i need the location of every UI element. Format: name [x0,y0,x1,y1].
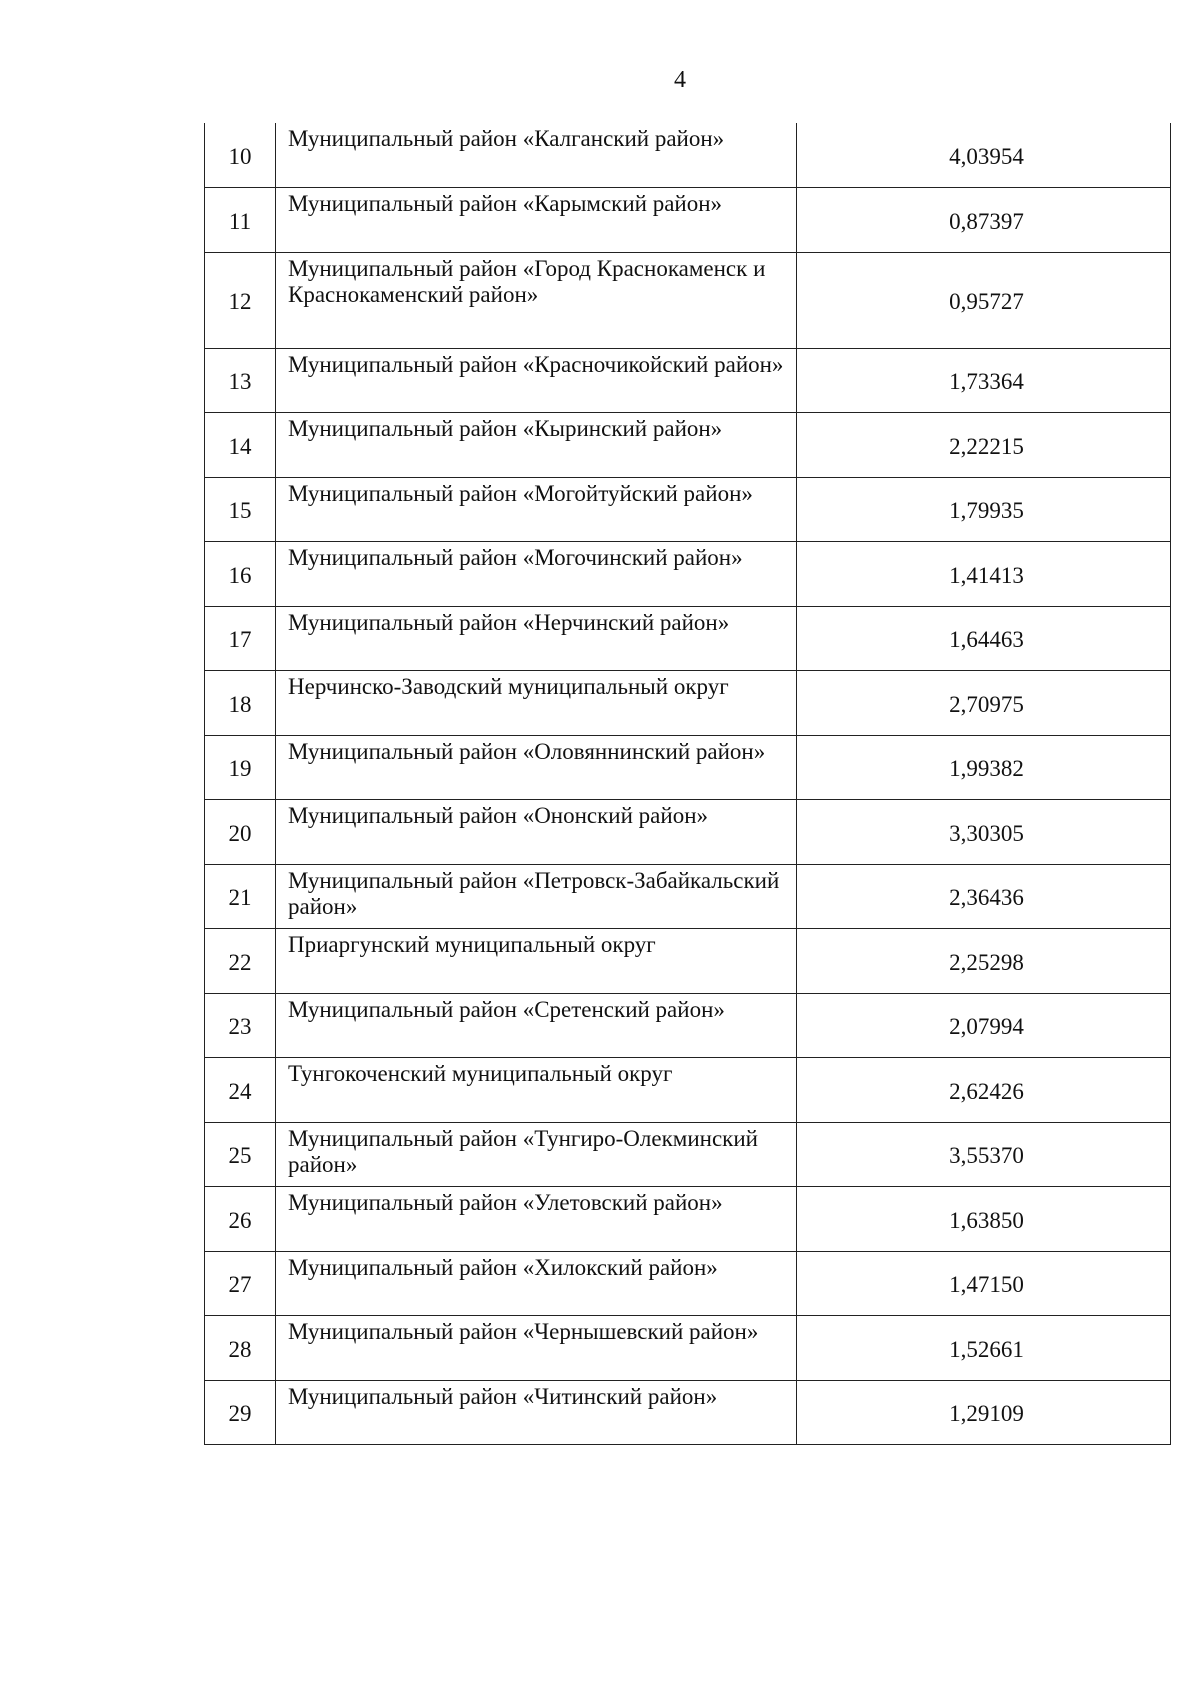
coefficient-value: 4,03954 [797,123,1171,188]
page-number: 4 [674,67,686,93]
row-number: 21 [205,864,276,929]
row-number: 18 [205,671,276,736]
district-name: Муниципальный район «Город Краснокаменск и Краснокаменский район» [276,252,797,348]
table-row [205,542,1171,607]
table-row [205,929,1171,994]
district-name: Муниципальный район «Могойтуйский район» [276,477,797,542]
table-row [205,252,1171,348]
coefficient-value: 1,79935 [797,477,1171,542]
row-number: 15 [205,477,276,542]
row-number: 27 [205,1251,276,1316]
table-row [205,735,1171,800]
table-row [205,1380,1171,1445]
row-number: 19 [205,735,276,800]
row-number: 26 [205,1187,276,1252]
coefficient-value: 2,22215 [797,413,1171,478]
row-number: 10 [205,123,276,188]
district-name: Муниципальный район «Читинский район» [276,1380,797,1445]
district-name: Муниципальный район «Могочинский район» [276,542,797,607]
coefficient-value: 2,70975 [797,671,1171,736]
district-name: Муниципальный район «Чернышевский район» [276,1316,797,1381]
district-name: Муниципальный район «Красночикойский район» [276,348,797,413]
row-number: 23 [205,993,276,1058]
table-row [205,993,1171,1058]
row-number: 28 [205,1316,276,1381]
row-number: 11 [205,188,276,253]
table-row [205,477,1171,542]
coefficient-value: 1,47150 [797,1251,1171,1316]
table-row [205,1122,1171,1187]
district-name: Приаргунский муниципальный округ [276,929,797,994]
coefficient-value: 2,36436 [797,864,1171,929]
district-name: Нерчинско-Заводский муниципальный округ [276,671,797,736]
table-row [205,348,1171,413]
table-row [205,123,1171,188]
coefficient-value: 0,95727 [797,252,1171,348]
coefficient-value: 2,25298 [797,929,1171,994]
district-name: Муниципальный район «Ононский район» [276,800,797,865]
row-number: 20 [205,800,276,865]
district-name: Муниципальный район «Петровск-Забайкальский район» [276,864,797,929]
coefficient-value: 1,64463 [797,606,1171,671]
coefficient-value: 1,99382 [797,735,1171,800]
coefficient-value: 0,87397 [797,188,1171,253]
district-name: Муниципальный район «Нерчинский район» [276,606,797,671]
row-number: 12 [205,252,276,348]
district-name: Муниципальный район «Сретенский район» [276,993,797,1058]
district-name: Муниципальный район «Карымский район» [276,188,797,253]
coefficient-value: 1,73364 [797,348,1171,413]
row-number: 24 [205,1058,276,1123]
coefficient-value: 2,62426 [797,1058,1171,1123]
row-number: 25 [205,1122,276,1187]
coefficient-value: 2,07994 [797,993,1171,1058]
table-row [205,1058,1171,1123]
data-table [204,123,1171,1445]
district-name: Муниципальный район «Тунгиро-Олекминский район» [276,1122,797,1187]
coefficient-value: 1,52661 [797,1316,1171,1381]
district-name: Муниципальный район «Калганский район» [276,123,797,188]
coefficient-value: 3,55370 [797,1122,1171,1187]
district-name: Муниципальный район «Улетовский район» [276,1187,797,1252]
district-name: Тунгокоченский муниципальный округ [276,1058,797,1123]
coefficient-value: 1,63850 [797,1187,1171,1252]
coefficient-value: 3,30305 [797,800,1171,865]
table-row [205,800,1171,865]
coefficient-value: 1,29109 [797,1380,1171,1445]
table-row [205,1187,1171,1252]
district-name: Муниципальный район «Оловяннинский район» [276,735,797,800]
row-number: 13 [205,348,276,413]
table-row [205,188,1171,253]
row-number: 29 [205,1380,276,1445]
table-row [205,864,1171,929]
table-row [205,671,1171,736]
table-row [205,1316,1171,1381]
table-row [205,606,1171,671]
district-name: Муниципальный район «Кыринский район» [276,413,797,478]
table-row [205,413,1171,478]
table-row [205,1251,1171,1316]
row-number: 22 [205,929,276,994]
district-name: Муниципальный район «Хилокский район» [276,1251,797,1316]
row-number: 16 [205,542,276,607]
row-number: 17 [205,606,276,671]
coefficient-value: 1,41413 [797,542,1171,607]
row-number: 14 [205,413,276,478]
